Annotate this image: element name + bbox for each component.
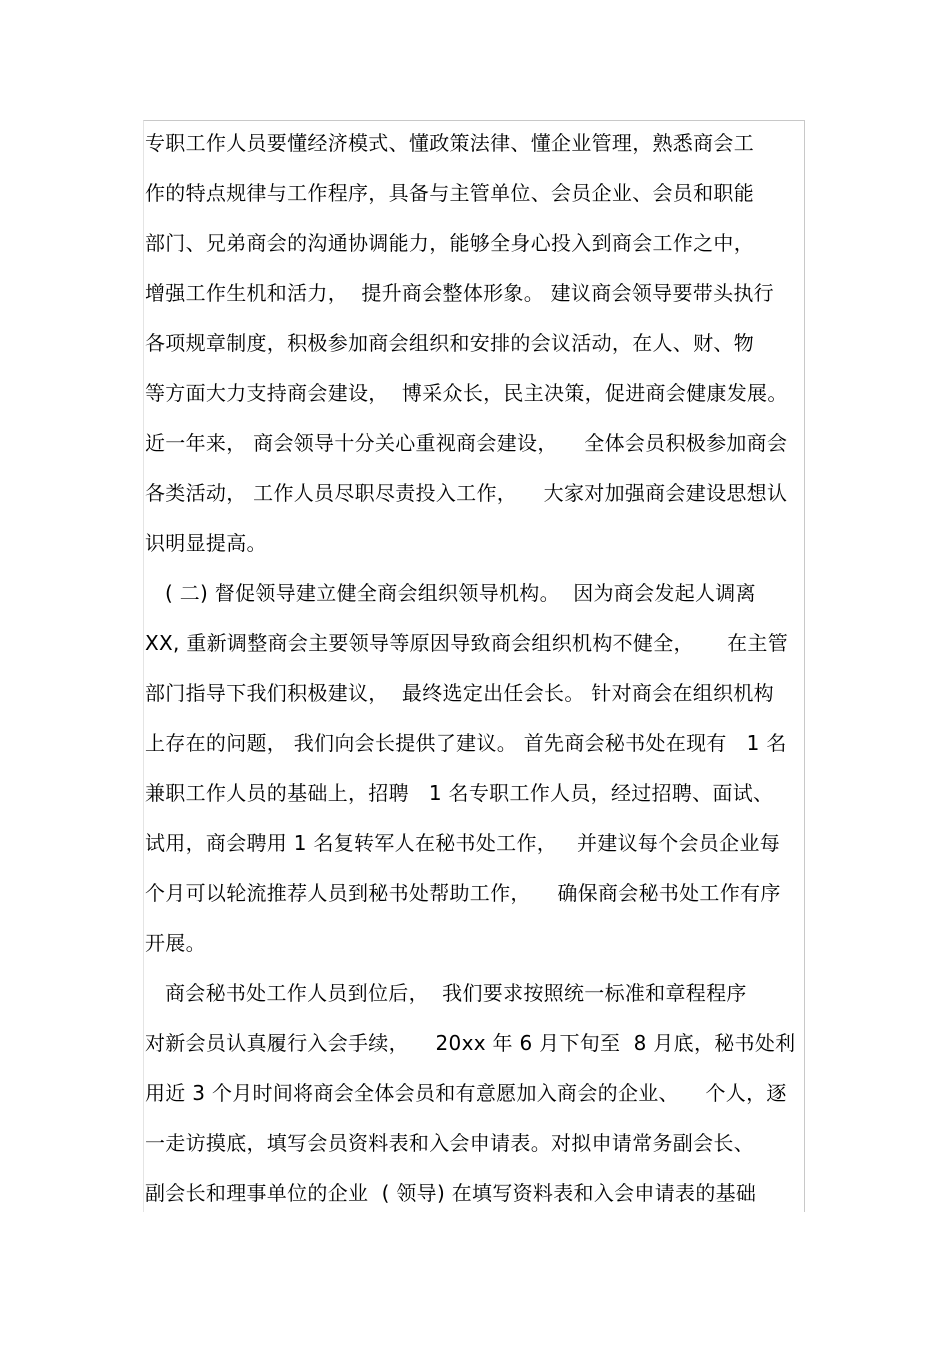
text-line: 作的特点规律与工作程序，具备与主管单位、会员企业、会员和职能 — [145, 181, 754, 205]
text-line: 近一年来， 商会领导十分关心重视商会建设， 全体会员积极参加商会 — [145, 431, 788, 455]
text-line: 试用，商会聘用 1 名复转军人在秘书处工作， 并建议每个会员企业每 — [145, 831, 781, 855]
text-line: 识明显提高。 — [145, 531, 267, 555]
text-line: 上存在的问题， 我们向会长提供了建议。 首先商会秘书处在现有 1 名 — [145, 731, 787, 755]
text-line: 各项规章制度，积极参加商会组织和安排的会议活动，在人、财、物 — [145, 331, 754, 355]
document-body — [145, 118, 805, 1218]
text-line: 商会秘书处工作人员到位后， 我们要求按照统一标准和章程程序 — [145, 981, 747, 1005]
text-line: 用近 3 个月时间将商会全体会员和有意愿加入商会的企业、 个人，逐 — [145, 1081, 787, 1105]
text-line: 专职工作人员要懂经济模式、懂政策法律、懂企业管理，熟悉商会工 — [145, 131, 754, 155]
text-line: 等方面大力支持商会建设， 博采众长，民主决策，促进商会健康发展。 — [145, 381, 788, 405]
text-line: 开展。 — [145, 931, 206, 955]
text-line: XX, 重新调整商会主要领导等原因导致商会组织机构不健全， 在主管 — [145, 631, 789, 655]
text-line: 部门指导下我们积极建议， 最终选定出任会长。 针对商会在组织机构 — [145, 681, 774, 705]
text-line: 增强工作生机和活力， 提升商会整体形象。 建议商会领导要带头执行 — [145, 281, 774, 305]
text-line: 各类活动， 工作人员尽职尽责投入工作， 大家对加强商会建设思想认 — [145, 481, 788, 505]
text-line: 对新会员认真履行入会手续， 20xx 年 6 月下旬至 8 月底，秘书处利 — [145, 1031, 796, 1055]
text-line: 副会长和理事单位的企业 ( 领导) 在填写资料表和入会申请表的基础 — [145, 1181, 757, 1205]
text-line: 部门、兄弟商会的沟通协调能力，能够全身心投入到商会工作之中， — [145, 231, 754, 255]
text-line: 兼职工作人员的基础上，招聘 1 名专职工作人员，经过招聘、面试、 — [145, 781, 774, 805]
text-line: 一走访摸底，填写会员资料表和入会申请表。对拟申请常务副会长、 — [145, 1131, 754, 1155]
text-line: 个月可以轮流推荐人员到秘书处帮助工作， 确保商会秘书处工作有序 — [145, 881, 781, 905]
text-line: ( 二) 督促领导建立健全商会组织领导机构。 因为商会发起人调离 — [145, 581, 756, 605]
